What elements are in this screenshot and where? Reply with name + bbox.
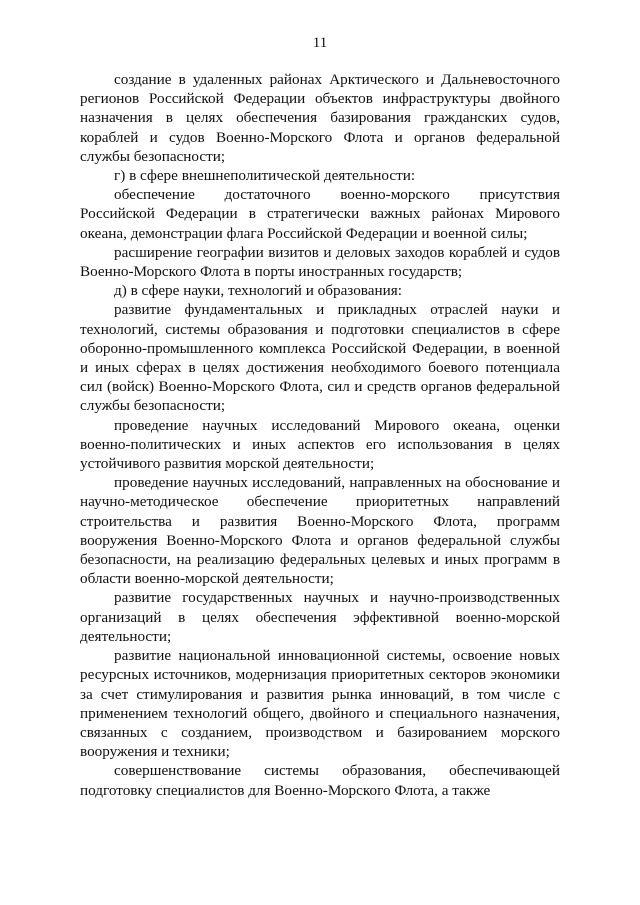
paragraph-port-visits: расширение географии визитов и деловых заходов кораблей и судов Военно-Морского Флота в порты иностранных государств; (80, 243, 560, 281)
paragraph-foreign-policy-heading: г) в сфере внешнеполитической деятельности: (114, 167, 416, 185)
paragraph-education-system: совершенствование системы образования, обеспечивающей подготовку специалистов для Военно-Морского Флота, а также (80, 762, 560, 799)
paragraph-arctic-infrastructure: создание в удаленных районах Арктического и Дальневосточного регионов Российской Федерации объектов инфраструктуры двойного назначения в целях обеспечения базирования гражданских судов, кораблей и судов Военно-Морского Флота и органов федеральной службы безопасности; (80, 71, 560, 165)
paragraph-naval-presence: обеспечение достаточного военно-морского присутствия Российской Федерации в стратегически важных районах Мирового океана, демонстрации флага Российской Федерации и военной силы; (80, 186, 560, 242)
document-body (80, 70, 560, 800)
page-number: 11 (312, 35, 328, 51)
paragraph-ocean-research: проведение научных исследований Мирового океана, оценки военно-политических и иных аспектов его использования в целях устойчивого развития морской деятельности; (80, 416, 560, 473)
paragraph-innovation-system: развитие национальной инновационной системы, освоение новых ресурсных источников, модернизация приоритетных секторов экономики за счет стимулирования и развития рынка инноваций, в том числе с применением технологий общего, двойного и специального назначения, связанных с созданием, производством и базированием морского вооружения и техники; (80, 647, 560, 761)
paragraph-research-organizations: развитие государственных научных и научно-производственных организаций в целях обеспечения эффективной военно-морской деятельности; (80, 589, 560, 645)
paragraph-fundamental-science: развитие фундаментальных и прикладных отраслей науки и технологий, системы образования и подготовки специалистов в сфере оборонно-промышленного комплекса Российской Федерации, в военной и иных сферах в целях достижения необходимого боевого потенциала сил (войск) Военно-Морского Флота, сил и средств органов федеральной службы безопасности; (80, 301, 560, 415)
paragraph-science-heading: д) в сфере науки, технологий и образования: (114, 282, 402, 300)
paragraph-scientific-research: проведение научных исследований, направленных на обоснование и научно-методическое обеспечение приоритетных направлений строительства и развития Военно-Морского Флота, программ вооружения Военно-Морского Флота и органов федеральной службы безопасности, на реализацию федеральных целевых и иных программ в области военно-морской деятельности; (80, 474, 560, 588)
